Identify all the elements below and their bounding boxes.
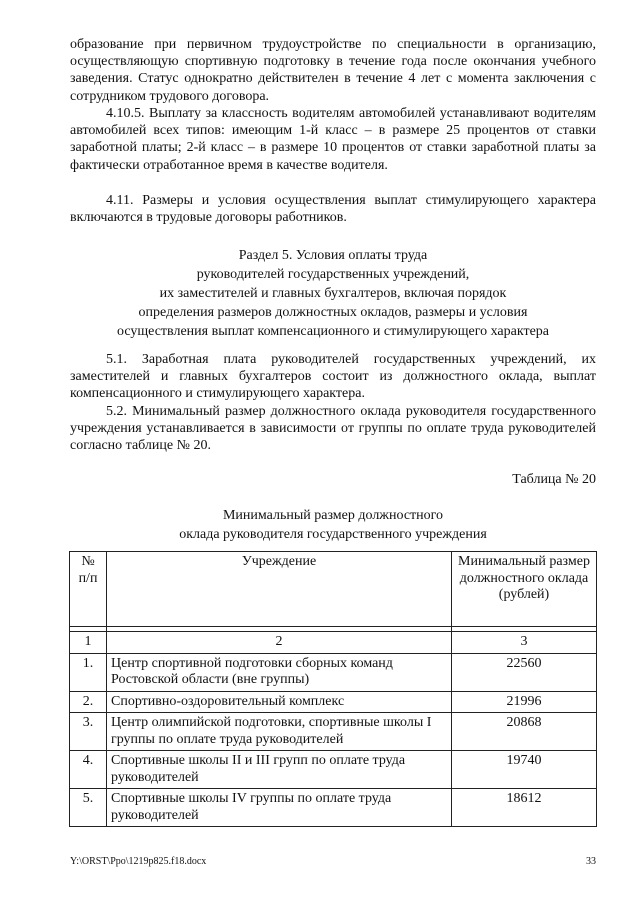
row-number: 2. [70,691,107,713]
row-number: 3. [70,713,107,751]
section-title-line: Раздел 5. Условия оплаты труда [238,248,428,263]
header-salary: Минимальный размер должностного оклада (рублей) [452,552,597,627]
row-number: 5. [70,789,107,827]
table-label: Таблица № 20 [512,472,596,487]
row-salary: 20868 [452,713,597,751]
table-title-line: Минимальный размер должностного [222,508,444,523]
row-salary: 21996 [452,691,597,713]
paragraph-5-1: 5.1. Заработная плата руководителей государственных учреждений, их заместителей и главных бухгалтеров состоит из должностного оклада, выплат компенсационного и стимулирующего характера. [70,352,596,402]
row-institution: Спортивные школы IV группы по оплате труда руководителей [107,789,452,827]
column-number-row [70,632,597,654]
table-row [70,789,597,827]
table-row [70,751,597,789]
row-salary: 19740 [452,751,597,789]
column-number: 2 [107,632,452,654]
row-institution: Центр спортивной подготовки сборных команд Ростовской области (вне группы) [107,653,452,691]
column-number: 3 [452,632,597,654]
footer-page-number: 33 [586,856,596,867]
row-institution: Спортивно-оздоровительный комплекс [107,691,452,713]
paragraph-4-11: 4.11. Размеры и условия осуществления выплат стимулирующего характера включаются в трудовые договоры работников. [70,193,596,226]
table-row [70,713,597,751]
footer-file-path: Y:\ORST\Ppo\1219p825.f18.docx [70,856,207,867]
table-row [70,691,597,713]
row-institution: Спортивные школы II и III групп по оплате труда руководителей [107,751,452,789]
row-number: 4. [70,751,107,789]
section-title-line: руководителей государственных учреждений, [196,267,470,282]
section-title-line: их заместителей и главных бухгалтеров, включая порядок [159,286,507,301]
section-title-line: осуществления выплат компенсационного и стимулирующего характера [116,324,550,339]
row-salary: 22560 [452,653,597,691]
table-title-line: оклада руководителя государственного учреждения [179,526,487,542]
section-title-line: определения размеров должностных окладов, размеры и условия [138,305,528,320]
section-5-title [60,246,606,341]
row-institution: Центр олимпийской подготовки, спортивные школы I группы по оплате труда руководителей [107,713,452,751]
table-header-row [70,552,597,627]
column-number: 1 [70,632,107,654]
continuation-paragraph: образование при первичном трудоустройстве по специальности в организацию, осуществляющую спортивную подготовку в течение года после окончания учебного заведения. Статус однократно действителен в течение 4 лет с момента заключения с сотрудником трудового договора. [70,37,596,104]
header-number: № п/п [70,552,107,627]
paragraph-4-10-5: 4.10.5. Выплату за классность водителям автомобилей устанавливают водителям автомобилей всех типов: имеющим 1-й класс – в размере 25 процентов от ставки заработной платы; 2-й класс – в размере 10 процентов от ставки заработной платы за фактически отработанное время в качестве водителя. [70,106,596,173]
paragraph-5-2: 5.2. Минимальный размер должностного оклада руководителя государственного учреждения устанавливается в зависимости от группы по оплате труда руководителей согласно таблице № 20. [70,404,596,454]
table-title [60,507,606,544]
row-salary: 18612 [452,789,597,827]
salary-table [69,551,597,827]
row-number: 1. [70,653,107,691]
header-institution: Учреждение [107,552,452,627]
table-row [70,653,597,691]
